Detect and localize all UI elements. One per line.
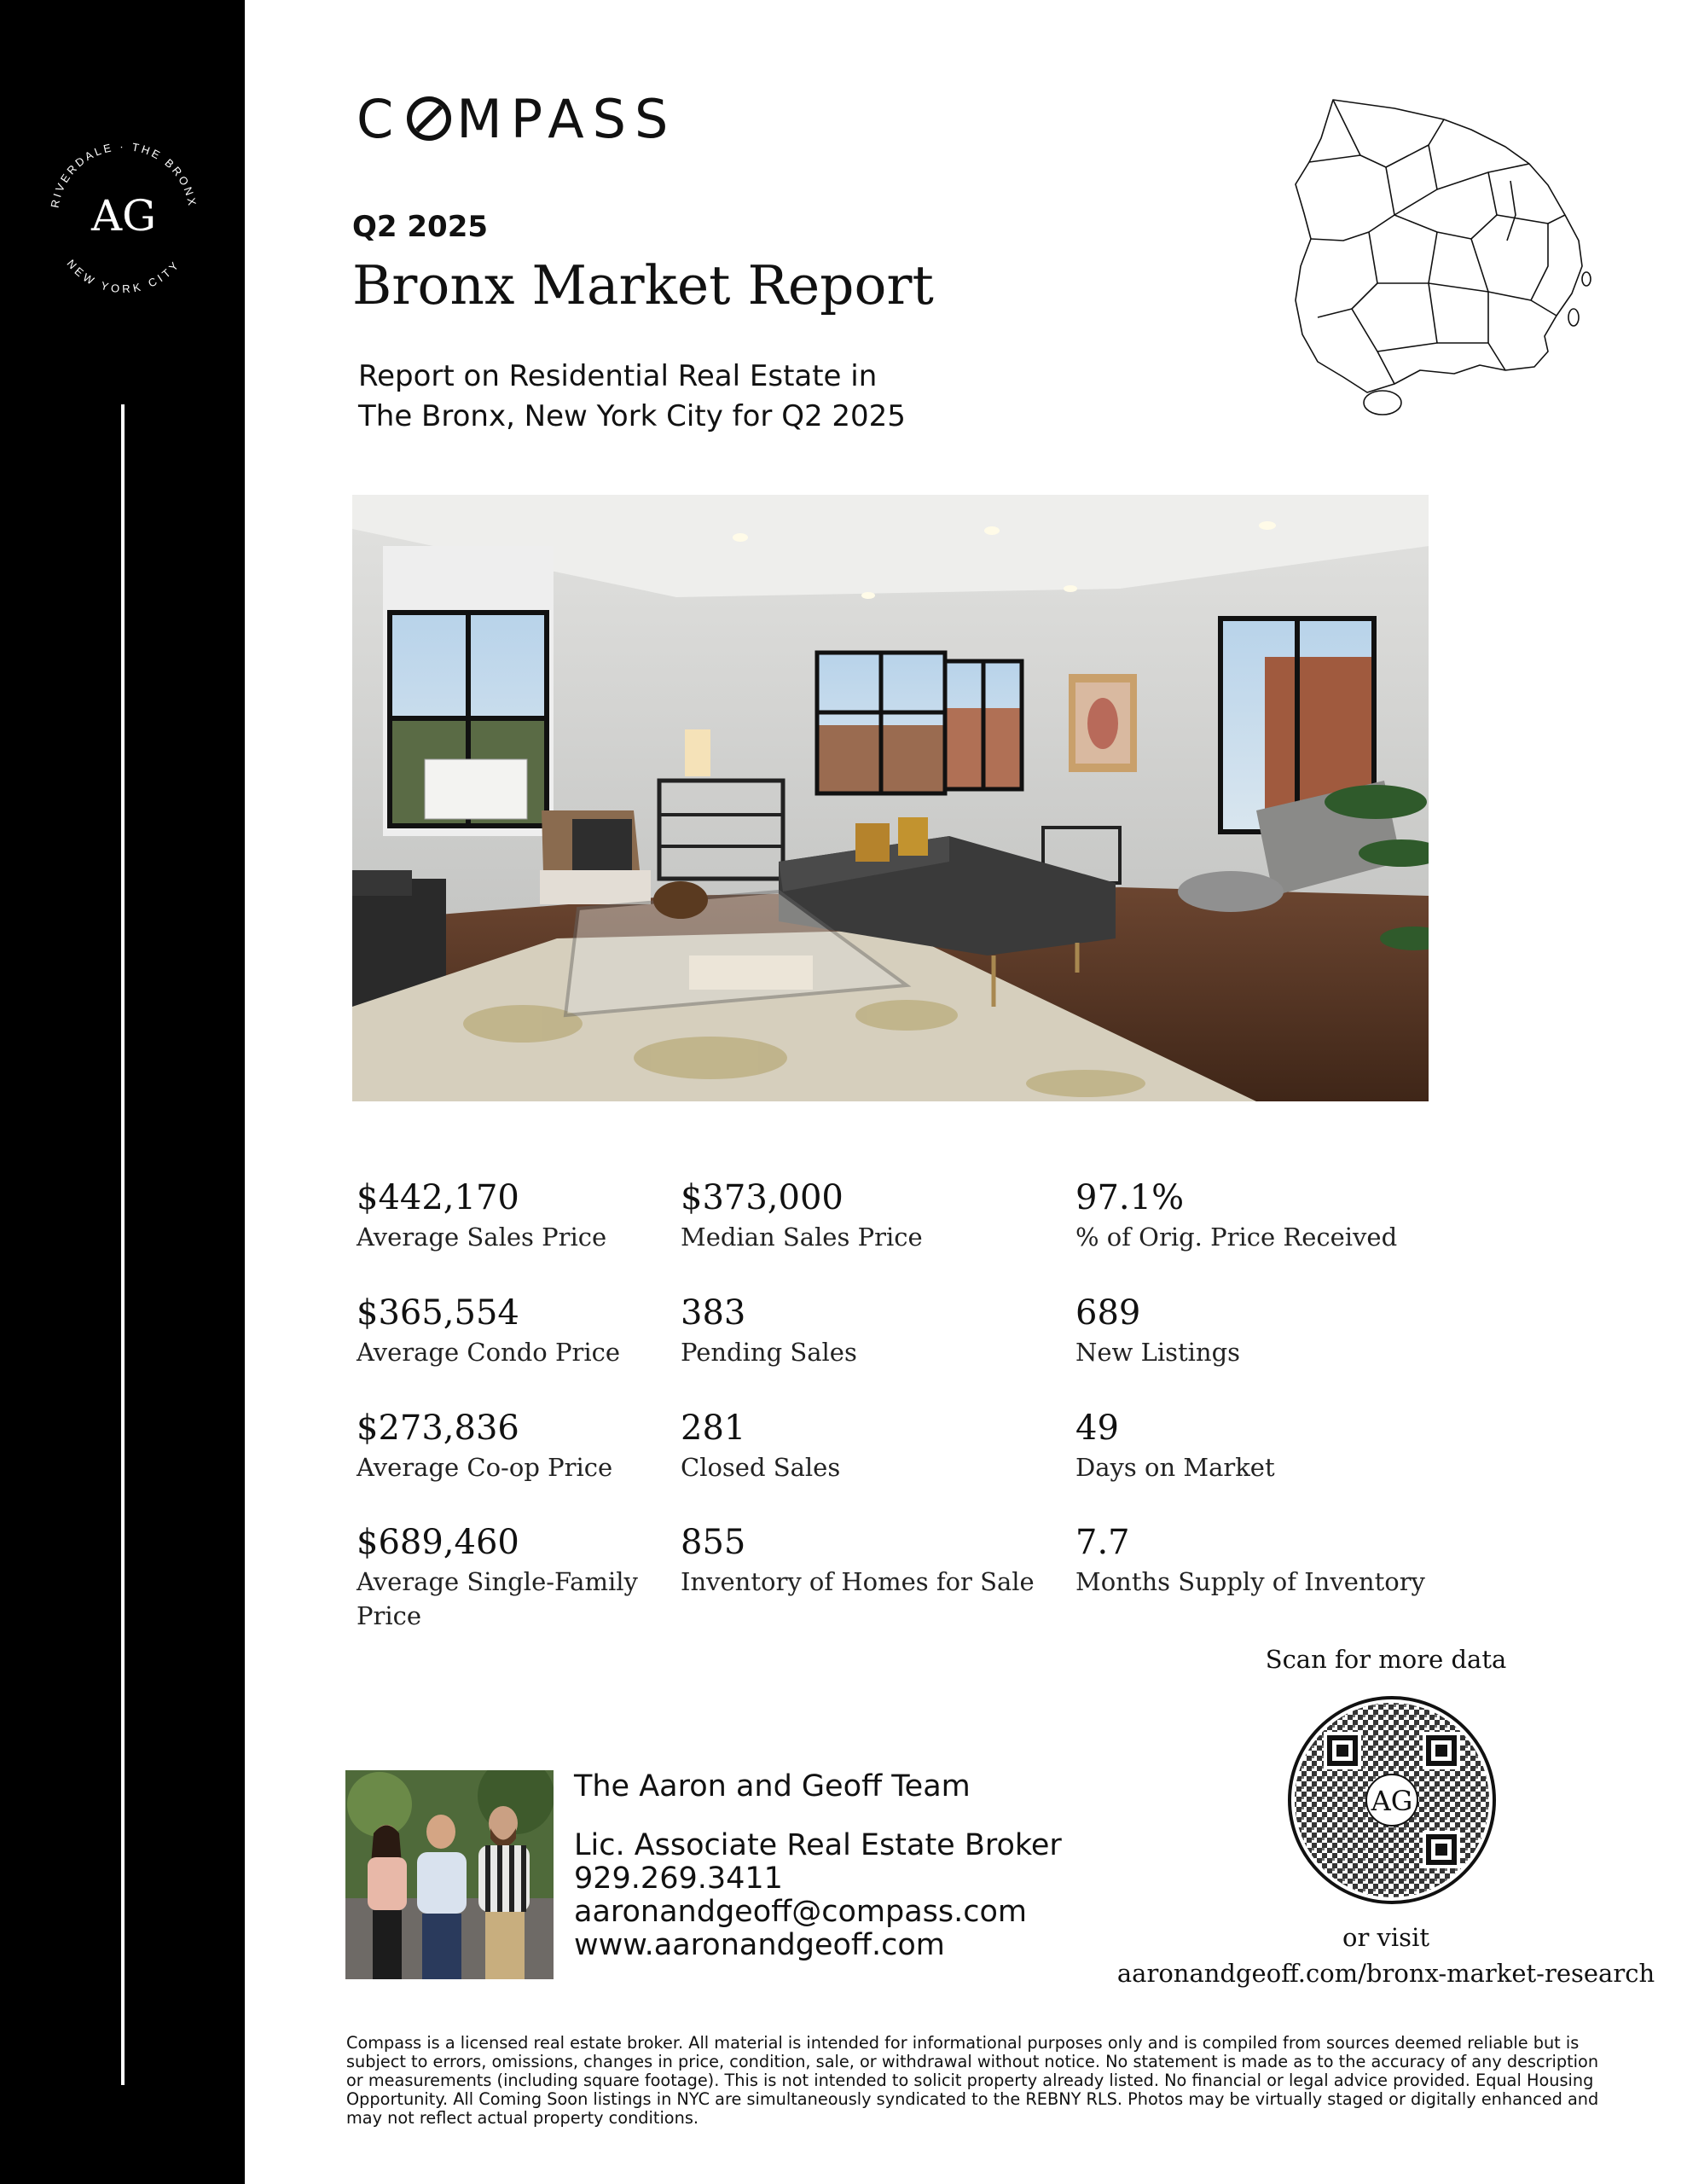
stat-label: Closed Sales	[681, 1453, 841, 1482]
stat-label: New Listings	[1075, 1338, 1241, 1367]
stat-average-single-family-price	[357, 1520, 664, 1633]
page-title: Bronx Market Report	[352, 254, 934, 317]
scan-label: Scan for more data	[1265, 1645, 1507, 1674]
research-url-link[interactable]: aaronandgeoff.com/bronx-market-research	[1116, 1959, 1655, 1988]
stat-label: Average Sales Price	[357, 1223, 607, 1252]
stat-pending-sales	[681, 1291, 1039, 1369]
stat-orig-price-received	[1075, 1176, 1451, 1254]
stat-value: 281	[681, 1409, 746, 1448]
legal-disclaimer: Compass is a licensed real estate broker. All material is intended for informational purposes only and is compiled from sources deemed reliable but is subject to errors, omissions, changes in price, condition, sale, or withdrawal without notice. No statement is made as to the accuracy of any description or measurements (including square footage). This is not intended to solicit property already listed. No financial or legal advice provided. Equal Housing Opportunity. All Coming Soon listings in NYC are simultaneously syndicated to the REBNY RLS. Photos may be virtually staged or digitally enhanced and may not reflect actual property conditions.	[346, 2033, 1599, 2128]
logo-text-right: MPASS	[456, 87, 677, 150]
stat-value: 383	[681, 1293, 746, 1333]
stat-closed-sales	[681, 1406, 1039, 1484]
badge-ring-bottom-text: NEW YORK CITY	[64, 257, 183, 296]
visit-info	[1083, 1920, 1687, 1991]
qr-monogram: AG	[1371, 1785, 1413, 1817]
svg-text:NEW YORK CITY	[64, 257, 183, 295]
bronx-map-outline	[1292, 96, 1599, 424]
qr-code[interactable]	[1286, 1694, 1498, 1906]
stat-value: $373,000	[681, 1178, 844, 1217]
subtitle-line-2: The Bronx, New York City for Q2 2025	[358, 399, 906, 433]
stat-value: $689,460	[357, 1523, 519, 1562]
subtitle-line-1: Report on Residential Real Estate in	[358, 359, 878, 393]
stat-label: Months Supply of Inventory	[1075, 1567, 1425, 1596]
stat-value: $273,836	[357, 1409, 519, 1448]
stat-inventory-of-homes	[681, 1520, 1039, 1599]
badge-monogram: AG	[90, 191, 157, 241]
stat-label: Median Sales Price	[681, 1223, 923, 1252]
report-quarter: Q2 2025	[352, 210, 489, 244]
stat-average-sales-price	[357, 1176, 664, 1254]
badge-ring-top-text: RIVERDALE · THE BRONX	[48, 139, 200, 209]
sidebar	[0, 0, 245, 2184]
sidebar-divider	[121, 404, 125, 2085]
stat-new-listings	[1075, 1291, 1451, 1369]
stat-label: Average Single-Family Price	[357, 1567, 638, 1630]
stat-value: 855	[681, 1523, 746, 1562]
team-photo	[345, 1770, 554, 1979]
website-link[interactable]: www.aaronandgeoff.com	[574, 1928, 945, 1962]
stat-value: 49	[1075, 1409, 1119, 1448]
stat-label: Pending Sales	[681, 1338, 857, 1367]
stat-months-supply	[1075, 1520, 1451, 1599]
stat-label: Average Condo Price	[357, 1338, 621, 1367]
stat-label: Average Co-op Price	[357, 1453, 613, 1482]
stat-value: 7.7	[1075, 1523, 1130, 1562]
stat-value: $365,554	[357, 1293, 519, 1333]
logo-text-left: C	[357, 87, 403, 150]
phone-number[interactable]: 929.269.3411	[574, 1862, 783, 1896]
report-subtitle	[358, 357, 1126, 437]
email-link[interactable]: aaronandgeoff@compass.com	[574, 1895, 1027, 1929]
market-stats-grid	[357, 1176, 1465, 1653]
ag-monogram-badge	[34, 126, 213, 305]
stat-average-condo-price	[357, 1291, 664, 1369]
compass-logo	[357, 89, 676, 148]
stat-average-coop-price	[357, 1406, 664, 1484]
stat-days-on-market	[1075, 1406, 1451, 1484]
living-room-photo	[352, 495, 1429, 1101]
stat-median-sales-price	[681, 1176, 1039, 1254]
team-contact-info	[574, 1766, 1062, 1962]
or-visit-text: or visit	[1342, 1923, 1429, 1952]
stat-label: Inventory of Homes for Sale	[681, 1567, 1035, 1596]
stat-value: $442,170	[357, 1178, 519, 1217]
team-name: The Aaron and Geoff Team	[574, 1769, 971, 1804]
stat-value: 689	[1075, 1293, 1141, 1333]
broker-title: Lic. Associate Real Estate Broker	[574, 1828, 1062, 1862]
stat-label: % of Orig. Price Received	[1075, 1223, 1398, 1252]
logo-o-icon	[405, 95, 453, 142]
stat-label: Days on Market	[1075, 1453, 1275, 1482]
stat-value: 97.1%	[1075, 1178, 1185, 1217]
